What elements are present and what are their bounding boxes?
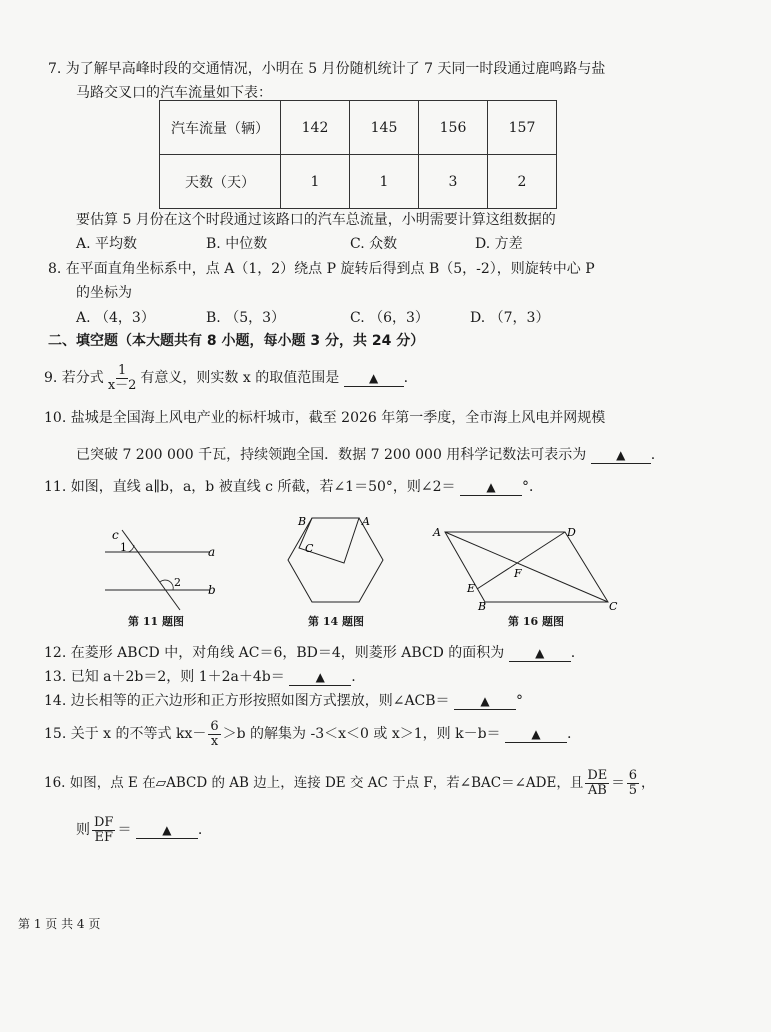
segment-de	[477, 532, 565, 589]
q16-line2	[76, 812, 202, 848]
q9-post: 有意义，则实数 x 的取值范围是	[140, 370, 340, 386]
table-cell: 142	[281, 101, 350, 155]
label-B: B	[478, 600, 487, 612]
label-c: c	[112, 528, 119, 542]
label-E: E	[467, 582, 476, 595]
q14-pre: 14. 边长相等的正六边形和正方形按照如图方式摆放，则∠ACB＝	[44, 693, 450, 709]
q7-option-d: D. 方差	[475, 236, 523, 252]
figure-11-caption: 第 11 题图	[128, 615, 184, 628]
q15-pre: 15. 关于 x 的不等式 kx－	[44, 726, 207, 742]
answer-blank	[454, 694, 516, 710]
frac-den: x－2	[107, 377, 137, 393]
q8-option-a: A. （4，3）	[76, 310, 155, 326]
q16-eq: ＝	[611, 775, 625, 791]
frac-num: DE	[587, 768, 608, 783]
answer-blank	[344, 371, 404, 387]
q16-fraction-2	[627, 769, 639, 798]
section-heading: 二、填空题（本大题共有 8 小题，每小题 3 分，共 24 分）	[48, 333, 425, 349]
table-cell: 天数（天）	[160, 155, 281, 209]
triangle-icon: ▲	[616, 448, 626, 462]
q10-end: .	[650, 447, 656, 463]
frac-num: 6	[210, 718, 219, 734]
triangle-icon: ▲	[486, 480, 496, 494]
q11	[44, 478, 543, 496]
table-cell: 157	[488, 101, 557, 155]
q15	[44, 716, 571, 752]
label-1: 1	[120, 541, 127, 554]
triangle-icon: ▲	[480, 694, 490, 708]
q9	[44, 360, 408, 396]
q15-fraction	[208, 720, 220, 749]
label-C: C	[305, 542, 314, 555]
line-c	[122, 530, 180, 610]
q10-line1: 10. 盐城是全国海上风电产业的标杆城市，截至 2026 年第一季度，全市海上风电并网规模	[44, 410, 606, 426]
q16-end: .	[197, 822, 203, 838]
q16-l2-pre: 则	[76, 822, 90, 838]
q16-line1	[44, 765, 655, 801]
answer-blank	[505, 727, 567, 743]
q7-line2: 马路交叉口的汽车流量如下表：	[76, 85, 272, 101]
figure-14	[285, 512, 390, 612]
label-2: 2	[174, 576, 181, 589]
frac-den: EF	[94, 829, 113, 845]
figure-16-caption: 第 16 题图	[508, 615, 564, 628]
q10-line2	[76, 446, 655, 464]
figure-14-caption: 第 14 题图	[308, 615, 364, 628]
q8-option-b: B. （5，3）	[206, 310, 286, 326]
triangle-icon: ▲	[369, 371, 379, 385]
q13-end: .	[351, 669, 356, 685]
q11-end: °．	[521, 479, 543, 495]
q7-line1: 7. 为了解早高峰时段的交通情况，小明在 5 月份随机统计了 7 天同一时段通过鹿鸣路与盐	[48, 61, 606, 77]
label-a: a	[208, 545, 216, 559]
frac-num: 1	[117, 362, 127, 378]
q15-post: ＞b 的解集为 -3＜x＜0 或 x＞1，则 k－b＝	[222, 726, 501, 742]
label-F: F	[514, 567, 522, 580]
table-cell: 汽车流量（辆）	[160, 101, 281, 155]
table-cell: 156	[419, 101, 488, 155]
q16-pre: 16. 如图，点 E 在▱ABCD 的 AB 边上，连接 DE 交 AC 于点 F，若∠BAC＝∠ADE，且	[44, 775, 584, 791]
label-A: A	[362, 515, 370, 528]
q9-pre: 9. 若分式	[44, 370, 104, 386]
q8-line2: 的坐标为	[76, 285, 132, 301]
q16-comma: ，	[641, 775, 655, 791]
q7-option-c: C. 众数	[350, 236, 398, 252]
answer-blank	[460, 480, 522, 496]
q7-option-b: B. 中位数	[206, 236, 268, 252]
q15-end: .	[566, 726, 572, 742]
triangle-icon: ▲	[315, 670, 325, 684]
triangle-icon: ▲	[531, 727, 541, 741]
q13	[44, 668, 356, 686]
triangle-icon: ▲	[162, 823, 172, 837]
table-cell: 3	[419, 155, 488, 209]
table-cell: 1	[281, 155, 350, 209]
figure-11	[100, 525, 225, 615]
frac-num: 6	[628, 768, 638, 783]
q10-line2-text: 已突破 7 200 000 千瓦，持续领跑全国．数据 7 200 000 用科学记数法可表示为	[76, 447, 587, 463]
q8-line1: 8. 在平面直角坐标系中，点 A（1，2）绕点 P 旋转后得到点 B（5，-2），则旋转中心 P	[48, 261, 595, 277]
answer-blank	[289, 670, 351, 686]
label-b: b	[208, 583, 216, 597]
q8-option-d: D. （7，3）	[470, 310, 550, 326]
label-D: D	[567, 526, 576, 539]
table-cell: 2	[488, 155, 557, 209]
page-footer: 第 1 页 共 4 页	[18, 917, 101, 931]
table-cell: 145	[350, 101, 419, 155]
answer-blank	[591, 448, 651, 464]
q16-fraction-3	[92, 816, 115, 845]
q13-pre: 13. 已知 a＋2b＝2，则 1＋2a＋4b＝	[44, 669, 285, 685]
label-A: A	[433, 526, 441, 539]
figure-16	[430, 522, 620, 612]
q14-end: °	[516, 693, 524, 709]
frac-den: AB	[587, 783, 607, 798]
q7-option-a: A. 平均数	[76, 236, 138, 252]
label-C: C	[609, 600, 618, 612]
q12-pre: 12. 在菱形 ABCD 中，对角线 AC＝6，BD＝4，则菱形 ABCD 的面积为	[44, 645, 505, 661]
answer-blank	[509, 646, 571, 662]
q14	[44, 692, 523, 710]
table-row	[160, 155, 557, 209]
q9-end: .	[403, 370, 409, 386]
q8-option-c: C. （6，3）	[350, 310, 429, 326]
q9-fraction	[106, 364, 139, 393]
frac-num: DF	[94, 814, 114, 830]
triangle-icon: ▲	[535, 646, 545, 660]
frac-den: x	[210, 733, 219, 749]
table-cell: 1	[350, 155, 419, 209]
q7-line3: 要估算 5 月份在这个时段通过该路口的汽车总流量，小明需要计算这组数据的	[76, 212, 556, 228]
q16-l2-eq: ＝	[117, 822, 132, 838]
q11-pre: 11. 如图，直线 a∥b，a，b 被直线 c 所截，若∠1＝50°，则∠2＝	[44, 479, 456, 495]
traffic-table	[159, 100, 557, 209]
frac-den: 5	[628, 783, 638, 798]
q16-fraction-1	[585, 769, 609, 798]
q12-end: .	[570, 645, 576, 661]
table-row	[160, 101, 557, 155]
q12	[44, 644, 575, 662]
label-B: B	[298, 515, 307, 528]
answer-blank	[136, 823, 198, 839]
